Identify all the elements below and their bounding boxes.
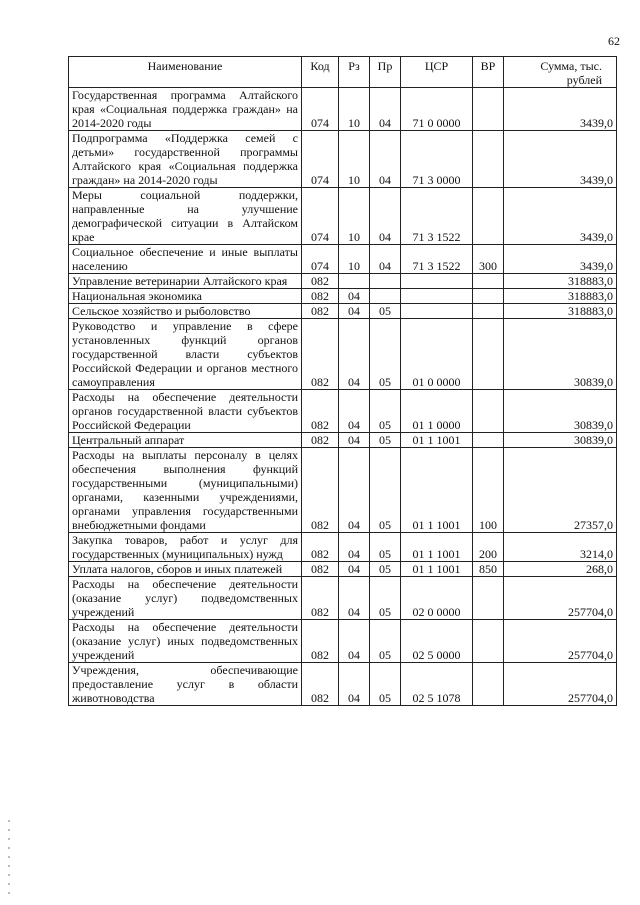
row-name: Государственная программа Алтайского края «Социальная поддержка граждан» на 2014-2020 годы — [69, 88, 302, 131]
header-name: Наименование — [69, 57, 302, 88]
row-code: 082 — [302, 319, 339, 390]
row-csr: 02 5 0000 — [401, 620, 473, 663]
row-name: Расходы на выплаты персоналу в целях обеспечения выполнения функций государственными (муниципальными) органами, казенными учреждениями, органами управления государственными внебюджетными фондами — [69, 448, 302, 533]
row-sum: 3439,0 — [504, 245, 617, 274]
row-code: 082 — [302, 663, 339, 706]
row-sum: 257704,0 — [504, 620, 617, 663]
header-vr: ВР — [473, 57, 504, 88]
row-vr: 300 — [473, 245, 504, 274]
header-rz: Рз — [339, 57, 370, 88]
row-name: Национальная экономика — [69, 289, 302, 304]
row-name: Центральный аппарат — [69, 433, 302, 448]
row-csr: 01 0 0000 — [401, 319, 473, 390]
table-row — [69, 620, 617, 663]
table-row — [69, 319, 617, 390]
row-vr — [473, 663, 504, 706]
row-name: Уплата налогов, сборов и иных платежей — [69, 562, 302, 577]
row-rz: 10 — [339, 131, 370, 188]
row-code: 082 — [302, 620, 339, 663]
row-pr: 05 — [370, 433, 401, 448]
row-sum: 268,0 — [504, 562, 617, 577]
table-row — [69, 448, 617, 533]
row-pr: 05 — [370, 448, 401, 533]
row-sum: 30839,0 — [504, 319, 617, 390]
row-pr: 05 — [370, 390, 401, 433]
row-vr — [473, 188, 504, 245]
row-sum: 3439,0 — [504, 188, 617, 245]
row-vr — [473, 433, 504, 448]
row-sum: 318883,0 — [504, 304, 617, 319]
row-sum: 257704,0 — [504, 663, 617, 706]
row-rz: 04 — [339, 448, 370, 533]
row-vr — [473, 620, 504, 663]
row-pr: 05 — [370, 562, 401, 577]
row-rz: 04 — [339, 433, 370, 448]
row-pr: 05 — [370, 577, 401, 620]
row-rz: 04 — [339, 304, 370, 319]
table-row — [69, 533, 617, 562]
row-rz: 04 — [339, 319, 370, 390]
table-row — [69, 289, 617, 304]
row-name: Сельское хозяйство и рыболовство — [69, 304, 302, 319]
row-name: Учреждения, обеспечивающие предоставление услуг в области животноводства — [69, 663, 302, 706]
row-pr: 05 — [370, 533, 401, 562]
row-pr: 05 — [370, 663, 401, 706]
row-pr: 05 — [370, 620, 401, 663]
row-rz: 04 — [339, 620, 370, 663]
row-pr: 04 — [370, 245, 401, 274]
row-csr — [401, 304, 473, 319]
row-rz: 04 — [339, 289, 370, 304]
row-csr: 02 5 1078 — [401, 663, 473, 706]
table-row — [69, 390, 617, 433]
header-code: Код — [302, 57, 339, 88]
row-code: 074 — [302, 88, 339, 131]
row-sum: 27357,0 — [504, 448, 617, 533]
row-sum: 318883,0 — [504, 289, 617, 304]
row-csr — [401, 274, 473, 289]
row-code: 082 — [302, 274, 339, 289]
row-name: Закупка товаров, работ и услуг для государственных (муниципальных) нужд — [69, 533, 302, 562]
row-csr: 01 1 1001 — [401, 533, 473, 562]
row-sum: 3214,0 — [504, 533, 617, 562]
row-pr: 04 — [370, 88, 401, 131]
row-rz: 04 — [339, 390, 370, 433]
row-code: 074 — [302, 131, 339, 188]
row-name: Подпрограмма «Поддержка семей с детьми» государственной программы Алтайского края «Социальная поддержка граждан» на 2014-2020 годы — [69, 131, 302, 188]
row-code: 082 — [302, 304, 339, 319]
row-csr: 71 3 1522 — [401, 245, 473, 274]
table-row — [69, 433, 617, 448]
row-vr — [473, 319, 504, 390]
row-sum: 3439,0 — [504, 131, 617, 188]
table-row — [69, 663, 617, 706]
row-sum: 30839,0 — [504, 390, 617, 433]
table-row — [69, 188, 617, 245]
row-sum: 318883,0 — [504, 274, 617, 289]
table-row — [69, 245, 617, 274]
row-csr: 71 0 0000 — [401, 88, 473, 131]
row-rz: 04 — [339, 533, 370, 562]
header-csr: ЦСР — [401, 57, 473, 88]
row-name: Социальное обеспечение и иные выплаты населению — [69, 245, 302, 274]
row-code: 082 — [302, 289, 339, 304]
row-csr: 02 0 0000 — [401, 577, 473, 620]
scan-margin-marks — [8, 820, 10, 900]
row-vr — [473, 577, 504, 620]
table-row — [69, 304, 617, 319]
row-name: Руководство и управление в сфере установленных функций органов государственной власти субъектов Российской Федерации и органов местного самоуправления — [69, 319, 302, 390]
row-csr: 01 1 1001 — [401, 433, 473, 448]
row-code: 082 — [302, 533, 339, 562]
row-vr: 100 — [473, 448, 504, 533]
row-sum: 257704,0 — [504, 577, 617, 620]
budget-table — [68, 56, 617, 706]
row-code: 082 — [302, 390, 339, 433]
row-pr — [370, 289, 401, 304]
row-vr — [473, 88, 504, 131]
row-csr: 01 1 0000 — [401, 390, 473, 433]
row-csr: 01 1 1001 — [401, 562, 473, 577]
row-code: 082 — [302, 448, 339, 533]
row-vr — [473, 304, 504, 319]
row-code: 074 — [302, 245, 339, 274]
row-code: 082 — [302, 562, 339, 577]
row-name: Расходы на обеспечение деятельности (оказание услуг) подведомственных учреждений — [69, 577, 302, 620]
row-csr — [401, 289, 473, 304]
row-pr: 05 — [370, 304, 401, 319]
row-csr: 71 3 0000 — [401, 131, 473, 188]
row-sum: 30839,0 — [504, 433, 617, 448]
row-pr: 04 — [370, 131, 401, 188]
row-rz — [339, 274, 370, 289]
row-name: Меры социальной поддержки, направленные на улучшение демографической ситуации в Алтайском крае — [69, 188, 302, 245]
row-rz: 10 — [339, 88, 370, 131]
row-rz: 04 — [339, 562, 370, 577]
row-rz: 10 — [339, 245, 370, 274]
row-pr — [370, 274, 401, 289]
header-sum: Сумма, тыс. рублей — [504, 57, 617, 88]
table-header-row — [69, 57, 617, 88]
row-rz: 04 — [339, 577, 370, 620]
row-csr: 01 1 1001 — [401, 448, 473, 533]
row-rz: 04 — [339, 663, 370, 706]
table-row — [69, 562, 617, 577]
table-row — [69, 131, 617, 188]
row-sum: 3439,0 — [504, 88, 617, 131]
row-pr: 05 — [370, 319, 401, 390]
table-row — [69, 88, 617, 131]
row-name: Управление ветеринарии Алтайского края — [69, 274, 302, 289]
row-csr: 71 3 1522 — [401, 188, 473, 245]
row-code: 074 — [302, 188, 339, 245]
row-code: 082 — [302, 577, 339, 620]
row-rz: 10 — [339, 188, 370, 245]
row-name: Расходы на обеспечение деятельности (оказание услуг) иных подведомственных учреждений — [69, 620, 302, 663]
row-vr — [473, 289, 504, 304]
row-code: 082 — [302, 433, 339, 448]
table-row — [69, 274, 617, 289]
row-vr: 200 — [473, 533, 504, 562]
row-vr — [473, 131, 504, 188]
table-row — [69, 577, 617, 620]
page-number: 62 — [608, 34, 620, 48]
row-name: Расходы на обеспечение деятельности органов государственной власти субъектов Российской Федерации — [69, 390, 302, 433]
row-vr — [473, 274, 504, 289]
row-vr: 850 — [473, 562, 504, 577]
row-pr: 04 — [370, 188, 401, 245]
header-pr: Пр — [370, 57, 401, 88]
row-vr — [473, 390, 504, 433]
